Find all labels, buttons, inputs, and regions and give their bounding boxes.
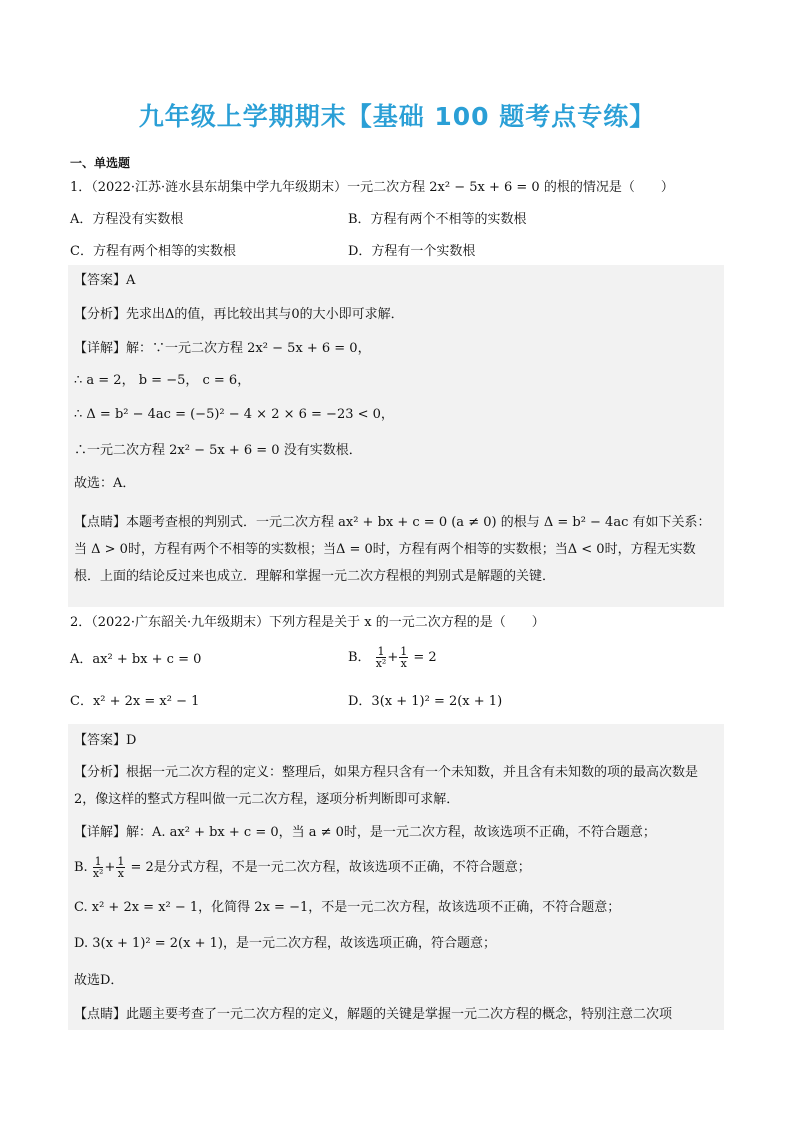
q2-option-b-label: B． <box>348 650 371 665</box>
fraction-denominator: x <box>400 657 407 670</box>
question-2-stem: 2．（2022·广东韶关·九年级期末）下列方程是关于 x 的一元二次方程的是（ ） <box>70 615 545 630</box>
q2-detail-b: B. $\frac{1}{\text{x²}}$ + $\frac{1}{x}$ = 2是分式方程，不是一元二次方程，故该选项不正确，不符合题意； <box>74 855 531 880</box>
question-1-stem: 1．（2022·江苏·涟水县东胡集中学九年级期末）一元二次方程 2x² − 5x + 6 = 0 的根的情况是（ ） <box>70 180 674 195</box>
q2-option-b-fraction-1 <box>376 646 387 669</box>
q1-detail-4: ∴一元二次方程 2x² − 5x + 6 = 0 没有实数根． <box>74 443 362 458</box>
q2-analysis: 【分析】根据一元二次方程的定义：整理后，如果方程只含有一个未知数，并且含有未知数的项的最高次数是 2，像这样的整式方程叫做一元二次方程，逐项分析判断即可求解． <box>74 765 699 807</box>
q2-detail-d: D. 3(x + 1)² = 2(x + 1)，是一元二次方程，故该选项正确，符合题意； <box>74 936 496 951</box>
q1-choose: 故选：A． <box>74 476 136 491</box>
q2-answer: 【答案】D <box>74 733 137 748</box>
q1-answer: 【答案】A <box>74 273 136 288</box>
fraction-denominator: x <box>117 867 124 880</box>
q1-option-a: A．方程没有实数根 <box>70 212 184 227</box>
q2-choose: 故选D． <box>74 973 124 988</box>
q1-option-c: C．方程有两个相等的实数根 <box>70 244 236 259</box>
fraction-numerator: 1 <box>400 645 408 658</box>
fraction-numerator: 1 <box>117 855 125 868</box>
q2-detail-b-fraction-1 <box>93 856 104 879</box>
q2-option-b-tail: = 2 <box>413 650 437 665</box>
q1-detail-3: ∴ Δ = b² − 4ac = (−5)² − 4 × 2 × 6 = −23 < 0， <box>74 407 394 422</box>
q1-analysis: 【分析】先求出Δ的值，再比较出其与0的大小即可求解． <box>74 307 404 322</box>
q1-comment: 【点睛】本题考查根的判别式．一元二次方程 ax² + bx + c = 0 (a ≠ 0) 的根与 Δ = b² − 4ac 有如下关系：当 Δ > 0时，方程有两个不相等的实数根；当Δ = 0时，方程有两个相等的实数根；当Δ < 0时，方程无实数根．上面的结论反过来也成立．理解和掌握一元二次方程根的判别式是解题的关键． <box>74 515 711 584</box>
fraction-numerator: 1 <box>377 645 385 658</box>
fraction-denominator: x² <box>375 657 387 670</box>
q1-detail-2: ∴ a = 2， b = −5， c = 6， <box>74 373 251 388</box>
q2-option-b-fraction-2 <box>399 646 408 669</box>
q2-comment: 【点睛】此题主要考查了一元二次方程的定义，解题的关键是掌握一元二次方程的概念，特别注意二次项 <box>74 1007 673 1022</box>
q2-detail-b-fraction-2 <box>116 856 125 879</box>
q1-option-b: B．方程有两个不相等的实数根 <box>348 212 527 227</box>
page-title: 九年级上学期期末【基础 100 题考点专练】 <box>138 102 656 131</box>
q2-option-d: D．3(x + 1)² = 2(x + 1) <box>348 694 503 709</box>
q2-option-a: A．ax² + bx + c = 0 <box>70 652 202 667</box>
q2-option-b: B． $\frac{1}{\text{x²}}$ + $\frac{1}{x}$ = 2 <box>348 645 437 670</box>
q2-detail-b-tail: = 2是分式方程，不是一元二次方程，故该选项不正确，不符合题意； <box>130 860 531 875</box>
fraction-denominator: x² <box>92 867 104 880</box>
section-heading: 一、单选题 <box>70 156 131 170</box>
q1-option-d: D．方程有一个实数根 <box>348 244 476 259</box>
q1-detail-1: 【详解】解：∵一元二次方程 2x² − 5x + 6 = 0， <box>74 341 371 356</box>
q2-detail-c: C. x² + 2x = x² − 1，化简得 2x = −1，不是一元二次方程，故该选项不正确，不符合题意； <box>74 900 621 915</box>
q2-option-c: C．x² + 2x = x² − 1 <box>70 694 200 709</box>
q2-detail-a: 【详解】解：A. ax² + bx + c = 0，当 a ≠ 0时，是一元二次方程，故该选项不正确，不符合题意； <box>74 825 656 840</box>
q2-detail-b-label: B. <box>74 860 88 875</box>
fraction-numerator: 1 <box>94 855 102 868</box>
